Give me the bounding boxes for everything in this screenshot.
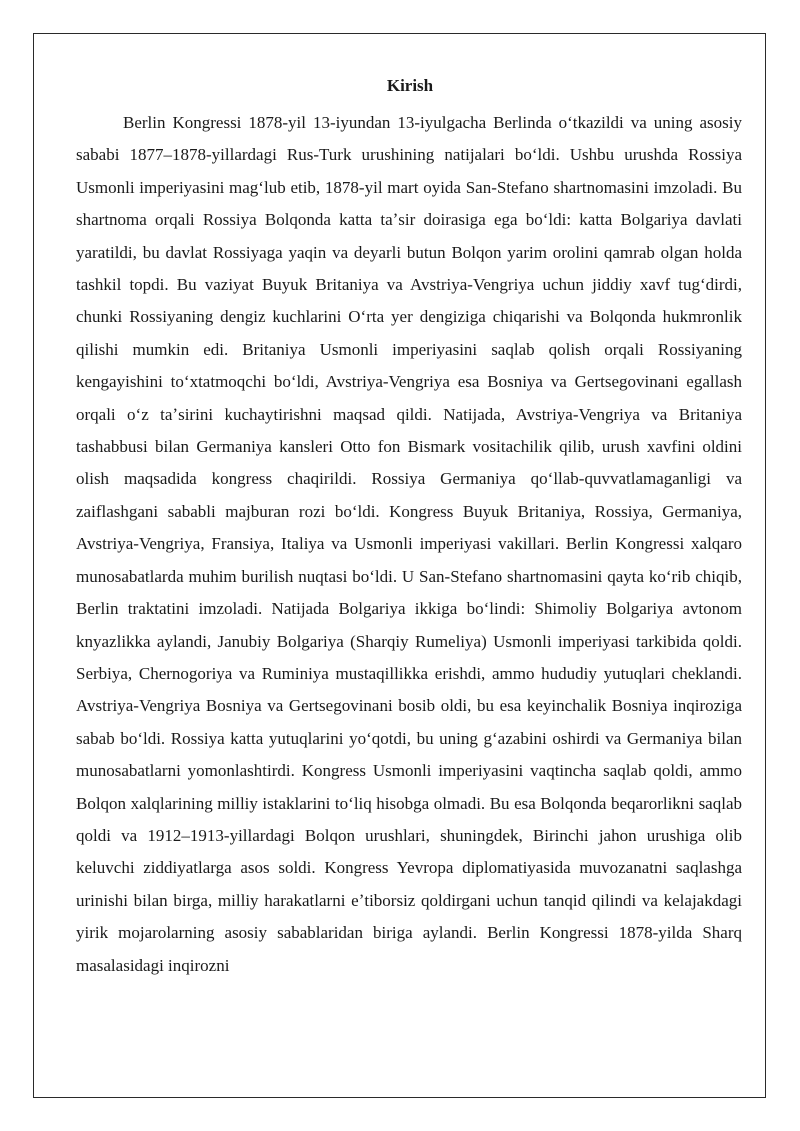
document-title: Kirish <box>386 76 434 95</box>
body-paragraph: Berlin Kongressi 1878-yil 13-iyundan 13-iyulgacha Berlinda oʻtkazildi va uning asosiy sababi 1877–1878-yillardagi Rus-Turk urushining natijalari boʻldi. Ushbu urushda Rossiya Usmonli imperiyasini magʻlub etib, 1878-yil mart oyida San-Stefano shartnomasini imzoladi. Bu shartnoma orqali Rossiya Bolqonda katta taʼsir doirasiga ega boʻldi: katta Bolgariya davlati yaratildi, bu davlat Rossiyaga yaqin va deyarli butun Bolqon yarim orolini qamrab olgan holda tashkil topdi. Bu vaziyat Buyuk Britaniya va Avstriya-Vengriya uchun jiddiy xavf tugʻdirdi, chunki Rossiyaning dengiz kuchlarini Oʻrta yer dengiziga chiqarishi va Bolqonda hukmronlik qilishi mumkin edi. Britaniya Usmonli imperiyasini saqlab qolish orqali Rossiyaning kengayishini toʻxtatmoqchi boʻldi, Avstriya-Vengriya esa Bosniya va Gertsegovinani egallash orqali oʻz taʼsirini kuchaytirishni maqsad qildi. Natijada, Avstriya-Vengriya va Britaniya tashabbusi bilan Germaniya kansleri Otto fon Bismark vositachilik qilib, urush xavfini oldini olish maqsadida kongress chaqirildi. Rossiya Germaniya qoʻllab-quvvatlamaganligi va zaiflashgani sababli majburan rozi boʻldi. Kongress Buyuk Britaniya, Rossiya, Germaniya, Avstriya-Vengriya, Fransiya, Italiya va Usmonli imperiyasi vakillari. Berlin Kongressi xalqaro munosabatlarda muhim burilish nuqtasi boʻldi. U San-Stefano shartnomasini qayta koʻrib chiqib, Berlin traktatini imzoladi. Natijada Bolgariya ikkiga boʻlindi: Shimoliy Bolgariya avtonom knyazlikka aylandi, Janubiy Bolgariya (Sharqiy Rumeliya) Usmonli imperiyasi tarkibida qoldi. Serbiya, Chernogoriya va Ruminiya mustaqillikka erishdi, ammo hududiy yutuqlari cheklandi. Avstriya-Vengriya Bosniya va Gertsegovinani bosib oldi, bu esa keyinchalik Bosniya inqiroziga sabab boʻldi. Rossiya katta yutuqlarini yoʻqotdi, bu uning gʻazabini oshirdi va Germaniya bilan munosabatlarni yomonlashtirdi. Kongress Usmonli imperiyasini vaqtincha saqlab qoldi, ammo Bolqon xalqlarining milliy istaklarini toʻliq hisobga olmadi. Bu esa Bolqonda beqarorlikni saqlab qoldi va 1912–1913-yillardagi Bolqon urushlari, shuningdek, Birinchi jahon urushiga olib keluvchi ziddiyatlarga asos soldi. Kongress Yevropa diplomatiyasida muvozanatni saqlashga urinishi bilan birga, milliy harakatlarni eʼtiborsiz qoldirgani uchun tanqid qilindi va kelajakdagi yirik mojarolarning asosiy sabablaridan biriga aylandi. Berlin Kongressi 1878-yilda Sharq masalasidagi inqirozni <box>76 113 742 975</box>
document-content <box>76 76 742 982</box>
